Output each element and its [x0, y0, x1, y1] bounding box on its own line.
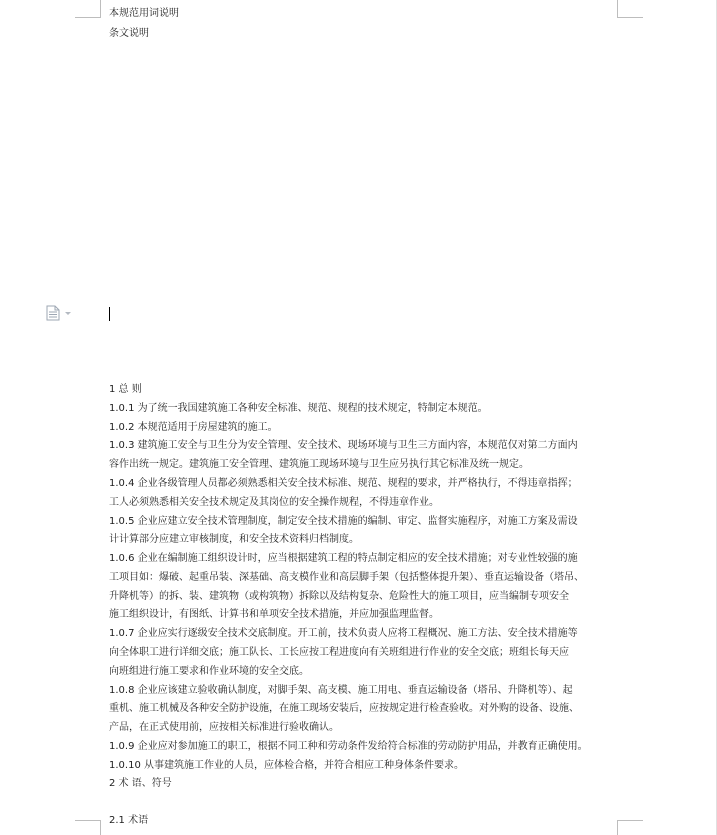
paragraph-line: 1.0.9 企业应对参加施工的职工，根据不同工种和劳动条件发给符合标准的劳动防护用品，并教育正确使用。 [109, 741, 588, 752]
paragraph-line: 工项目如：爆破、起重吊装、深基础、高支模作业和高层脚手架（包括整体提升架）、垂直运输设备（塔吊、 [109, 572, 584, 583]
text-cursor [109, 307, 110, 321]
paragraph-line: 1.0.10 从事建筑施工作业的人员，应体检合格，并符合相应工种身体条件要求。 [109, 760, 464, 771]
paragraph-line: 容作出统一规定。建筑施工安全管理、建筑施工现场环境与卫生应另执行其它标准及统一规定。 [109, 459, 529, 470]
paragraph-line: 施工组织设计，有图纸、计算书和单项安全技术措施，并应加强监理监督。 [109, 609, 439, 620]
paragraph-line: 1.0.1 为了统一我国建筑施工各种安全标准、规范、规程的技术规定，特制定本规范。 [109, 403, 488, 414]
paragraph-line: 1.0.5 企业应建立安全技术管理制度，制定安全技术措施的编制、审定、监督实施程序，对施工方案及需设 [109, 516, 578, 527]
chevron-down-icon [65, 312, 71, 315]
crop-mark [100, 0, 101, 18]
paragraph-line: 升降机等）的拆、装、建筑物（或构筑物）拆除以及结构复杂、危险性大的施工项目，应当编制专项安全 [109, 591, 569, 602]
header-line-notes: 条文说明 [109, 28, 149, 39]
header-line-usage: 本规范用词说明 [109, 8, 179, 19]
paragraph-line: 1.0.8 企业应该建立验收确认制度，对脚手架、高支模、施工用电、垂直运输设备（塔吊、升降机等）、起 [109, 685, 573, 696]
paragraph-line: 1.0.4 企业各级管理人员都必须熟悉相关安全技术标准、规范、规程的要求，并严格执行，不得违章指挥； [109, 478, 578, 489]
crop-mark [617, 17, 643, 18]
paragraph-line: 计计算部分应建立审核制度，和安全技术资料归档制度。 [109, 534, 359, 545]
paragraph-line: 1.0.7 企业应实行逐级安全技术交底制度。开工前，技术负责人应将工程概况、施工方法、安全技术措施等 [109, 628, 578, 639]
paragraph-line: 1.0.6 企业在编制施工组织设计时，应当根据建筑工程的特点制定相应的安全技术措施；对专业性较强的施 [109, 553, 578, 564]
crop-mark [75, 17, 101, 18]
paragraph-line: 工人必须熟悉相关安全技术规定及其岗位的安全操作规程，不得违章作业。 [109, 497, 439, 508]
paragraph-line: 产品，在正式使用前，应按相关标准进行验收确认。 [109, 722, 339, 733]
paragraph-line: 1.0.3 建筑施工安全与卫生分为安全管理、安全技术、现场环境与卫生三方面内容，本规范仅对第二方面内 [109, 440, 578, 451]
document-icon [47, 306, 59, 320]
paragraph-line: 向全体职工进行详细交底；施工队长、工长应按工程进度向有关班组进行作业的安全交底；班组长每天应 [109, 647, 569, 658]
section-heading: 2 术 语、符号 [109, 778, 172, 789]
section-heading: 1 总 则 [109, 384, 142, 395]
crop-mark [100, 820, 101, 835]
crop-mark [617, 820, 643, 821]
paragraph-line: 重机、施工机械及各种安全防护设施，在施工现场安装后，应按规定进行检查验收。对外购的设备、设施、 [109, 703, 579, 714]
subsection-heading: 2.1 术语 [109, 815, 149, 826]
crop-mark [75, 820, 101, 821]
paragraph-options[interactable] [45, 305, 75, 321]
paragraph-line: 1.0.2 本规范适用于房屋建筑的施工。 [109, 422, 278, 433]
paragraph-line: 向班组进行施工要求和作业环境的安全交底。 [109, 666, 309, 677]
crop-mark [617, 820, 618, 835]
crop-mark [617, 0, 618, 18]
